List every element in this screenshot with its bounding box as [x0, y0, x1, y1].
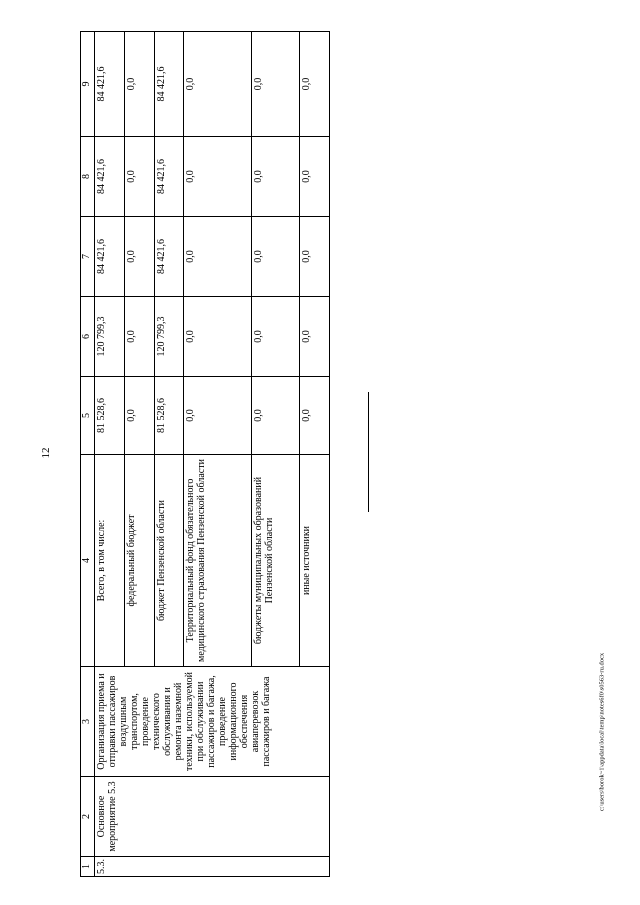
- value-cell: 0,0: [124, 137, 154, 217]
- value-cell: 81 528,6: [154, 377, 184, 455]
- budget-table-rotated: [80, 32, 330, 877]
- funding-source-label: бюджеты муниципальных образований Пензенской области: [252, 455, 300, 667]
- value-cell: 0,0: [184, 137, 252, 217]
- header-cell: 7: [81, 217, 95, 297]
- header-row: [81, 32, 95, 877]
- value-cell: 0,0: [252, 32, 300, 137]
- funding-source-label: федеральный бюджет: [124, 455, 154, 667]
- value-cell: 84 421,6: [95, 137, 125, 217]
- budget-table: [80, 31, 330, 877]
- header-cell: 8: [81, 137, 95, 217]
- event-name: Основное мероприятие 5.3: [95, 777, 330, 857]
- value-cell: 0,0: [124, 217, 154, 297]
- separator-line: [368, 392, 369, 512]
- value-cell: 120 799,3: [95, 297, 125, 377]
- funding-source-label: бюджет Пензенской области: [154, 455, 184, 667]
- value-cell: 0,0: [252, 217, 300, 297]
- funding-source-label: иные источники: [300, 455, 330, 667]
- page-number: 12: [40, 447, 52, 459]
- header-cell: 2: [81, 777, 95, 857]
- funding-source-label: Всего, в том числе:: [95, 455, 125, 667]
- header-cell: 6: [81, 297, 95, 377]
- event-description: Организация приема и отправки пассажиров воздушным транспортом, проведение технического обслуживания и ремонта наземной техники, используемой при обслуживании пассажиров и багажа, проведение информационного обеспечения авиаперевозок пассажиров и багажа: [95, 667, 330, 777]
- header-cell: 1: [81, 857, 95, 877]
- header-cell: 3: [81, 667, 95, 777]
- value-cell: 0,0: [300, 217, 330, 297]
- value-cell: 84 421,6: [154, 32, 184, 137]
- funding-source-label: Территориальный фонд обязательного медицинского страхования Пензенской области: [184, 455, 252, 667]
- footer-file-path-text: c:\users\borok~1\appdata\local\temp\notes6f0\s0563-ru.docx: [598, 652, 606, 812]
- value-cell: 84 421,6: [154, 137, 184, 217]
- value-cell: 84 421,6: [95, 217, 125, 297]
- row-number: 5.3.: [95, 857, 330, 877]
- value-cell: 0,0: [184, 217, 252, 297]
- value-cell: 0,0: [300, 297, 330, 377]
- footer-file-path: [597, 620, 607, 845]
- value-cell: 0,0: [300, 32, 330, 137]
- header-cell: 4: [81, 455, 95, 667]
- value-cell: 0,0: [124, 297, 154, 377]
- header-cell: 9: [81, 32, 95, 137]
- value-cell: 0,0: [124, 32, 154, 137]
- value-cell: 84 421,6: [95, 32, 125, 137]
- value-cell: 0,0: [300, 377, 330, 455]
- value-cell: 0,0: [184, 377, 252, 455]
- value-cell: 0,0: [252, 137, 300, 217]
- value-cell: 84 421,6: [154, 217, 184, 297]
- value-cell: 81 528,6: [95, 377, 125, 455]
- value-cell: 0,0: [184, 32, 252, 137]
- value-cell: 0,0: [300, 137, 330, 217]
- value-cell: 0,0: [252, 377, 300, 455]
- table-row: [95, 32, 125, 877]
- value-cell: 0,0: [124, 377, 154, 455]
- header-cell: 5: [81, 377, 95, 455]
- value-cell: 0,0: [252, 297, 300, 377]
- value-cell: 0,0: [184, 297, 252, 377]
- value-cell: 120 799,3: [154, 297, 184, 377]
